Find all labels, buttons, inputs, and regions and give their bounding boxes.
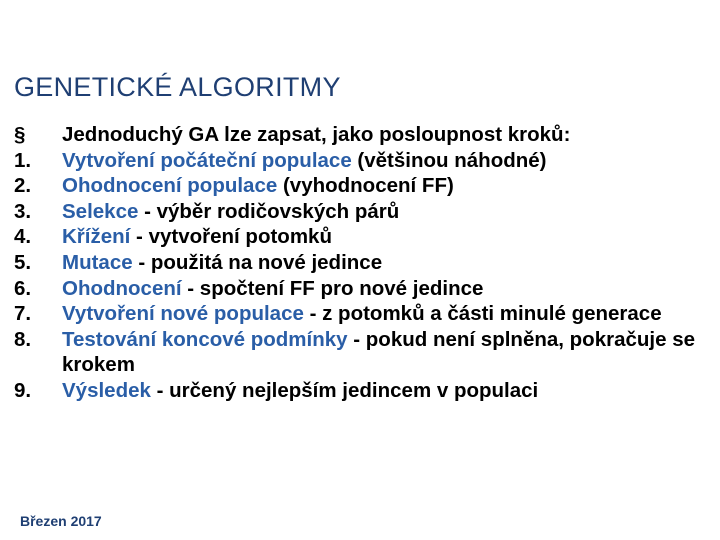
step-number: 4.	[14, 225, 32, 249]
step-desc: (vyhodnocení FF)	[277, 174, 454, 198]
step-item	[14, 276, 704, 302]
step-number: 3.	[14, 199, 32, 223]
step-desc: - spočtení FF pro nové jedince	[181, 276, 484, 300]
step-term: Ohodnocení	[62, 276, 182, 300]
step-number: 6.	[14, 276, 32, 300]
step-item	[14, 327, 704, 378]
steps-list	[14, 122, 704, 404]
section-marker: §	[14, 123, 26, 146]
step-term: Selekce	[62, 199, 139, 223]
step-number: 1.	[14, 148, 32, 172]
step-item	[14, 378, 704, 404]
step-item	[14, 224, 704, 250]
step-number: 2.	[14, 174, 32, 198]
step-term: Výsledek	[62, 378, 151, 402]
step-term: Křížení	[62, 225, 131, 249]
step-desc: - určený nejlepším jedincem v populaci	[150, 378, 539, 402]
step-desc: - výběr rodičovských párů	[138, 199, 400, 223]
intro-text: Jednoduchý GA lze zapsat, jako posloupnost kroků:	[62, 123, 571, 146]
step-desc: - pokud není splněna, pokračuje se krokem	[62, 327, 696, 377]
step-item	[14, 199, 704, 225]
step-number: 8.	[14, 327, 32, 351]
step-desc: (většinou náhodné)	[351, 148, 547, 172]
step-number: 7.	[14, 302, 32, 326]
step-desc: - vytvoření potomků	[130, 225, 332, 249]
step-term: Ohodnocení populace	[62, 174, 278, 198]
step-item	[14, 148, 704, 174]
slide-title: GENETICKÉ ALGORITMY	[14, 72, 341, 102]
step-term: Vytvoření počáteční populace	[62, 148, 352, 172]
step-desc: - z potomků a části minulé generace	[303, 302, 662, 326]
footer-date: Březen 2017	[20, 513, 102, 529]
step-number: 9.	[14, 378, 32, 402]
step-term: Testování koncové podmínky	[62, 327, 348, 351]
intro-item	[14, 122, 704, 148]
step-desc: - použitá na nové jedince	[132, 250, 383, 274]
step-item	[14, 301, 704, 327]
step-term: Mutace	[62, 250, 133, 274]
step-item	[14, 250, 704, 276]
step-term: Vytvoření nové populace	[62, 302, 304, 326]
step-item	[14, 173, 704, 199]
step-number: 5.	[14, 250, 32, 274]
